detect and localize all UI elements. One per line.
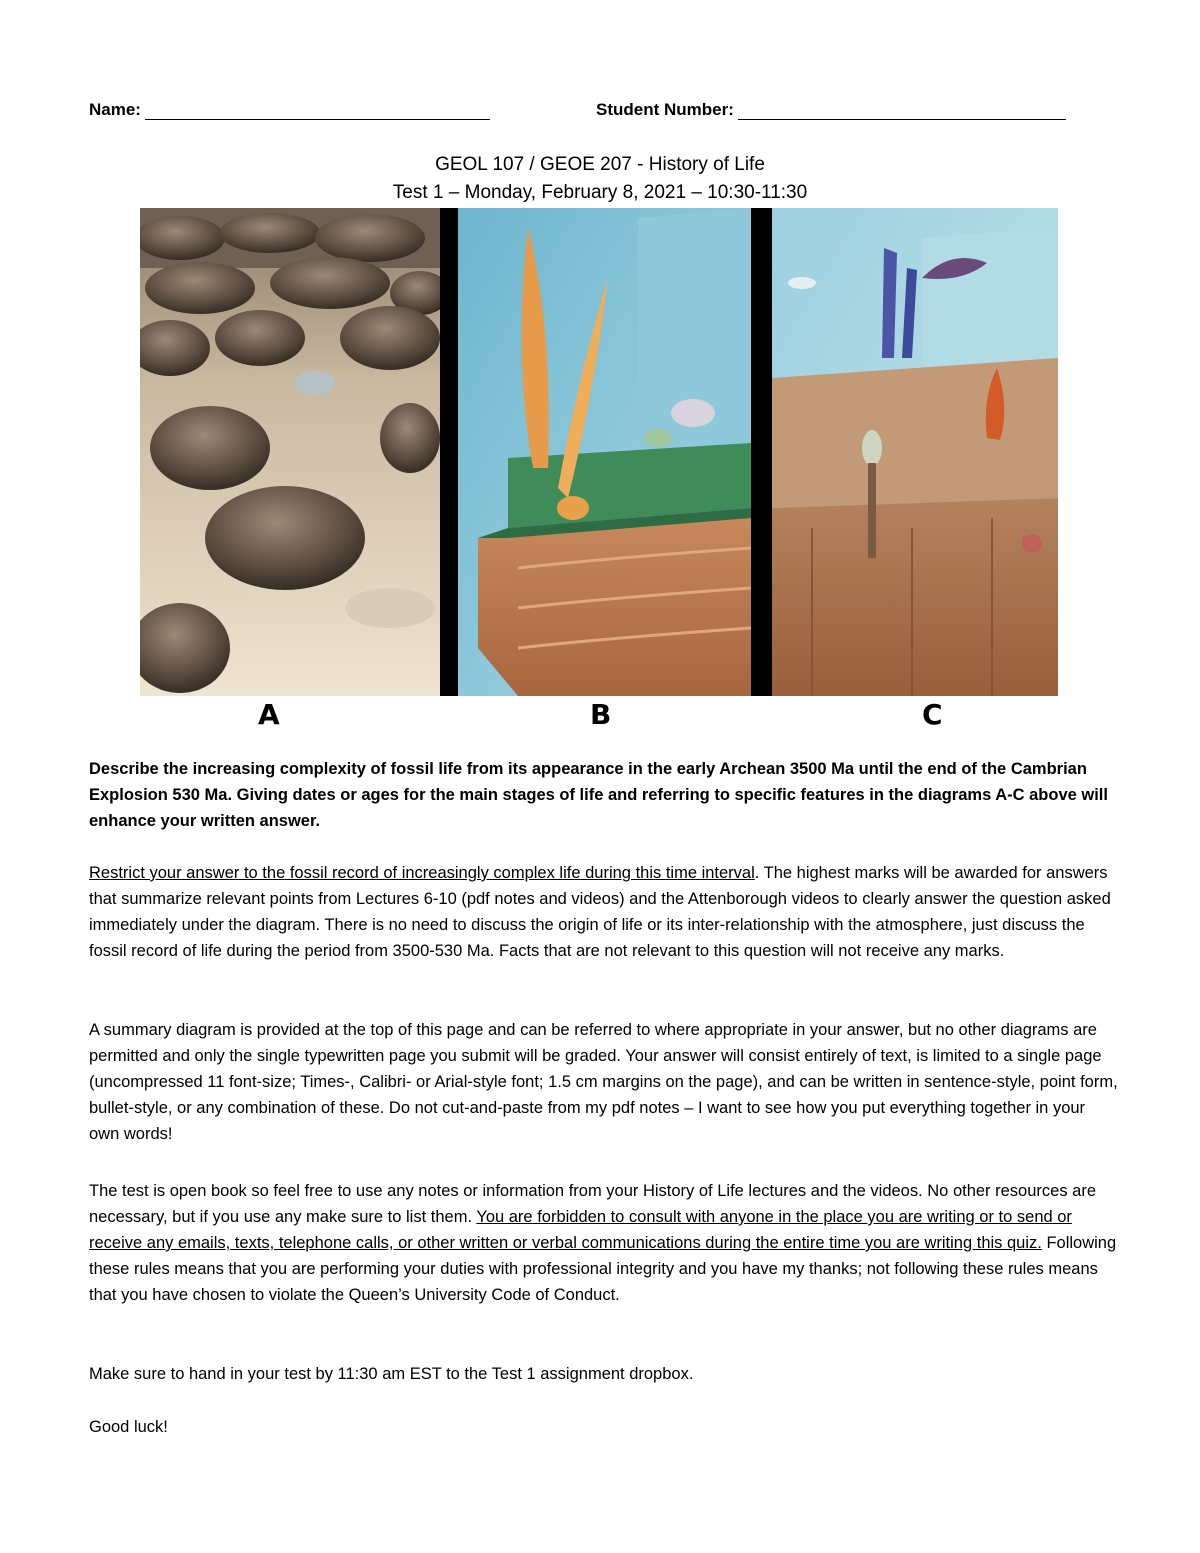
test-question: Describe the increasing complexity of fossil life from its appearance in the early Archean 3500 Ma until the end of the Cambrian Explosion 530 Ma. Giving dates or ages for the main stages of life and referring to specific features in the diagrams A-C above will enhance your written answer. <box>89 760 1108 830</box>
panel-label-b: B <box>590 698 612 731</box>
instructions-paragraph-3-after: Following these rules means that you are performing your duties with professional integrity and you have my thanks; not following these rules means that you have chosen to violate the Queen’s University Code of Conduct. <box>89 1234 1117 1304</box>
test-title: Test 1 – Monday, February 8, 2021 – 10:30-11:30 <box>392 182 808 203</box>
submission-instruction: Make sure to hand in your test by 11:30 am EST to the Test 1 assignment dropbox. <box>89 1365 694 1383</box>
panel-label-c: C <box>922 698 943 731</box>
instructions-paragraph-3-before: The test is open book so feel free to use any notes or information from your History of Life lectures and the videos. No other resources are necessary, but if you use any make sure to list them. <box>89 1182 1097 1226</box>
instructions-paragraph-1 <box>89 860 1119 964</box>
instructions-paragraph-1-rest: . The highest marks will be awarded for answers that summarize relevant points from Lectures 6-10 (pdf notes and videos) and the Attenborough videos to clearly answer the question asked immediately under the diagram. There is no need to discuss the origin of life or its inter-relationship with the atmosphere, just discuss the fossil record of life during the period from 3500-530 Ma. Facts that are not relevant to this question will not receive any marks. <box>89 864 1111 960</box>
course-title: GEOL 107 / GEOE 207 - History of Life <box>435 154 765 175</box>
integrity-underlined-text: You are forbidden to consult with anyone in the place you are writing or to send or receive any emails, texts, telephone calls, or other written or verbal communications during the entire time you are writing this quiz. <box>89 1208 1072 1252</box>
panel-c-cambrian-diagram <box>772 208 1058 696</box>
name-label: Name: <box>89 100 141 119</box>
instructions-paragraph-3 <box>89 1178 1119 1308</box>
panel-a-stromatolites-image <box>140 208 440 696</box>
header-fields <box>89 100 1089 126</box>
student-number-field[interactable] <box>596 100 1066 120</box>
student-number-label: Student Number: <box>596 100 734 119</box>
student-number-blank-line[interactable] <box>738 101 1066 120</box>
name-field[interactable] <box>89 100 490 120</box>
name-blank-line[interactable] <box>145 101 490 120</box>
instructions-paragraph-2: A summary diagram is provided at the top of this page and can be referred to where appropriate in your answer, but no other diagrams are permitted and only the single typewritten page you submit will be graded. Your answer will consist entirely of text, is limited to a single page (uncompressed 11 font-size; Times-, Calibri- or Arial-style font; 1.5 cm margins on the page), and can be written in sentence-style, point form, bullet-style, or any combination of these. Do not cut-and-paste from my pdf notes – I want to see how you put everything together in your own words! <box>89 1021 1118 1143</box>
closing-remark: Good luck! <box>89 1418 168 1436</box>
panel-label-a: A <box>258 698 280 731</box>
restriction-underlined-text: Restrict your answer to the fossil record of increasingly complex life during this time interval <box>89 864 755 882</box>
summary-diagram <box>140 208 1058 696</box>
panel-b-ediacaran-diagram <box>458 208 751 696</box>
